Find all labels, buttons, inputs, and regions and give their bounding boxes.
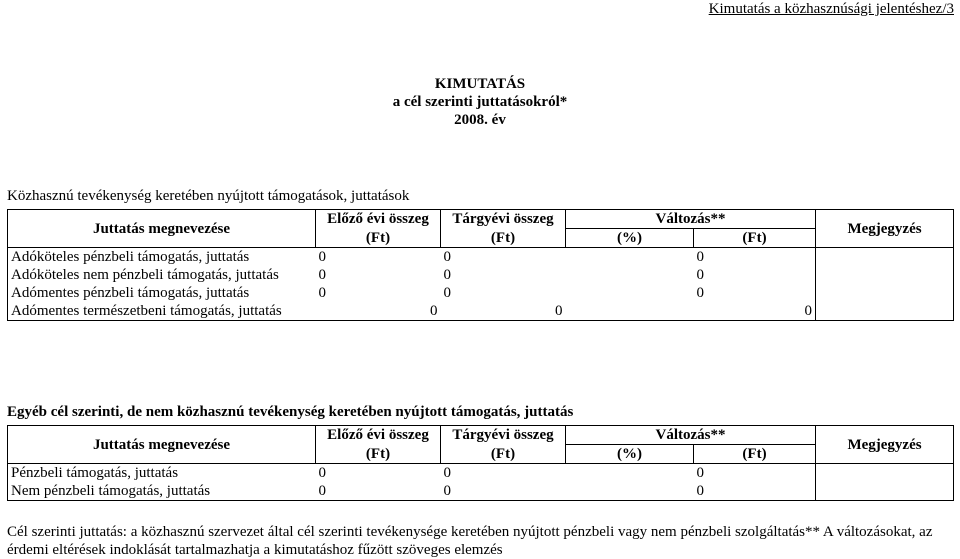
row-name: Nem pénzbeli támogatás, juttatás [8, 482, 316, 501]
section1-title: Közhasznú tevékenység keretében nyújtott támogatások, juttatások [7, 188, 410, 204]
header-link[interactable]: Kimutatás a közhasznúsági jelentéshez/3 [708, 1, 954, 17]
row-change-ft: 0 [696, 285, 704, 301]
report-title: KIMUTATÁS [434, 76, 526, 92]
table-row [8, 464, 954, 483]
table-row [8, 266, 954, 284]
row-curr: 0 [441, 302, 566, 321]
report-subtitle: a cél szerinti juttatásokról* [392, 94, 568, 110]
row-change-ft: 0 [694, 302, 816, 321]
table-row [8, 302, 954, 321]
col-header-name: Juttatás megnevezése [8, 426, 316, 464]
report-year: 2008. év [454, 112, 506, 128]
col-header-prev: Előző évi összeg [316, 210, 441, 229]
col-header-change: Változás** [566, 426, 816, 445]
col-unit-pct: (%) [566, 229, 694, 248]
row-change-ft: 0 [696, 465, 704, 481]
col-unit-change-ft: (Ft) [694, 445, 816, 464]
section2-title: Egyéb cél szerinti, de nem közhasznú tevékenység keretében nyújtott támogatás, juttatás [7, 404, 574, 420]
col-header-curr: Tárgyévi összeg [441, 426, 566, 445]
col-unit-change-ft: (Ft) [694, 229, 816, 248]
row-curr: 0 [443, 465, 451, 481]
col-header-name: Juttatás megnevezése [8, 210, 316, 248]
row-curr: 0 [443, 249, 451, 265]
table-row [8, 482, 954, 501]
row-change-ft: 0 [694, 482, 816, 501]
row-name: Adóköteles pénzbeli támogatás, juttatás [8, 248, 316, 267]
row-curr: 0 [443, 267, 451, 283]
col-unit-pct: (%) [566, 445, 694, 464]
row-change-ft: 0 [696, 249, 704, 265]
col-header-prev: Előző évi összeg [316, 426, 441, 445]
col-unit-prev: (Ft) [316, 229, 441, 248]
row-name: Pénzbeli támogatás, juttatás [8, 464, 316, 483]
footnote: Cél szerinti juttatás: a közhasznú szervezet által cél szerinti tevékenysége keretében nyújtott pénzbeli vagy nem pénzbeli szolgáltatás** A változásokat, az érdemi eltérések indoklását tartalmazhatja a kimutatáshoz fűzött szöveges elemzés [7, 524, 933, 558]
row-prev: 0 [318, 285, 326, 301]
section1-table [7, 209, 954, 321]
row-prev: 0 [316, 482, 441, 501]
table-row [8, 248, 954, 267]
row-curr: 0 [443, 285, 451, 301]
col-unit-curr: (Ft) [441, 229, 566, 248]
row-prev: 0 [318, 267, 326, 283]
row-prev: 0 [316, 302, 441, 321]
col-header-change: Változás** [566, 210, 816, 229]
row-prev: 0 [318, 465, 326, 481]
section2-table [7, 425, 954, 501]
row-curr: 0 [441, 482, 566, 501]
row-name: Adómentes természetbeni támogatás, juttatás [8, 302, 316, 321]
row-prev: 0 [318, 249, 326, 265]
col-header-note: Megjegyzés [816, 426, 954, 464]
col-header-curr: Tárgyévi összeg [441, 210, 566, 229]
col-unit-curr: (Ft) [441, 445, 566, 464]
col-unit-prev: (Ft) [316, 445, 441, 464]
table-row [8, 284, 954, 302]
row-name: Adóköteles nem pénzbeli támogatás, juttatás [8, 266, 316, 284]
row-name: Adómentes pénzbeli támogatás, juttatás [8, 284, 316, 302]
col-header-note: Megjegyzés [816, 210, 954, 248]
row-change-ft: 0 [696, 267, 704, 283]
